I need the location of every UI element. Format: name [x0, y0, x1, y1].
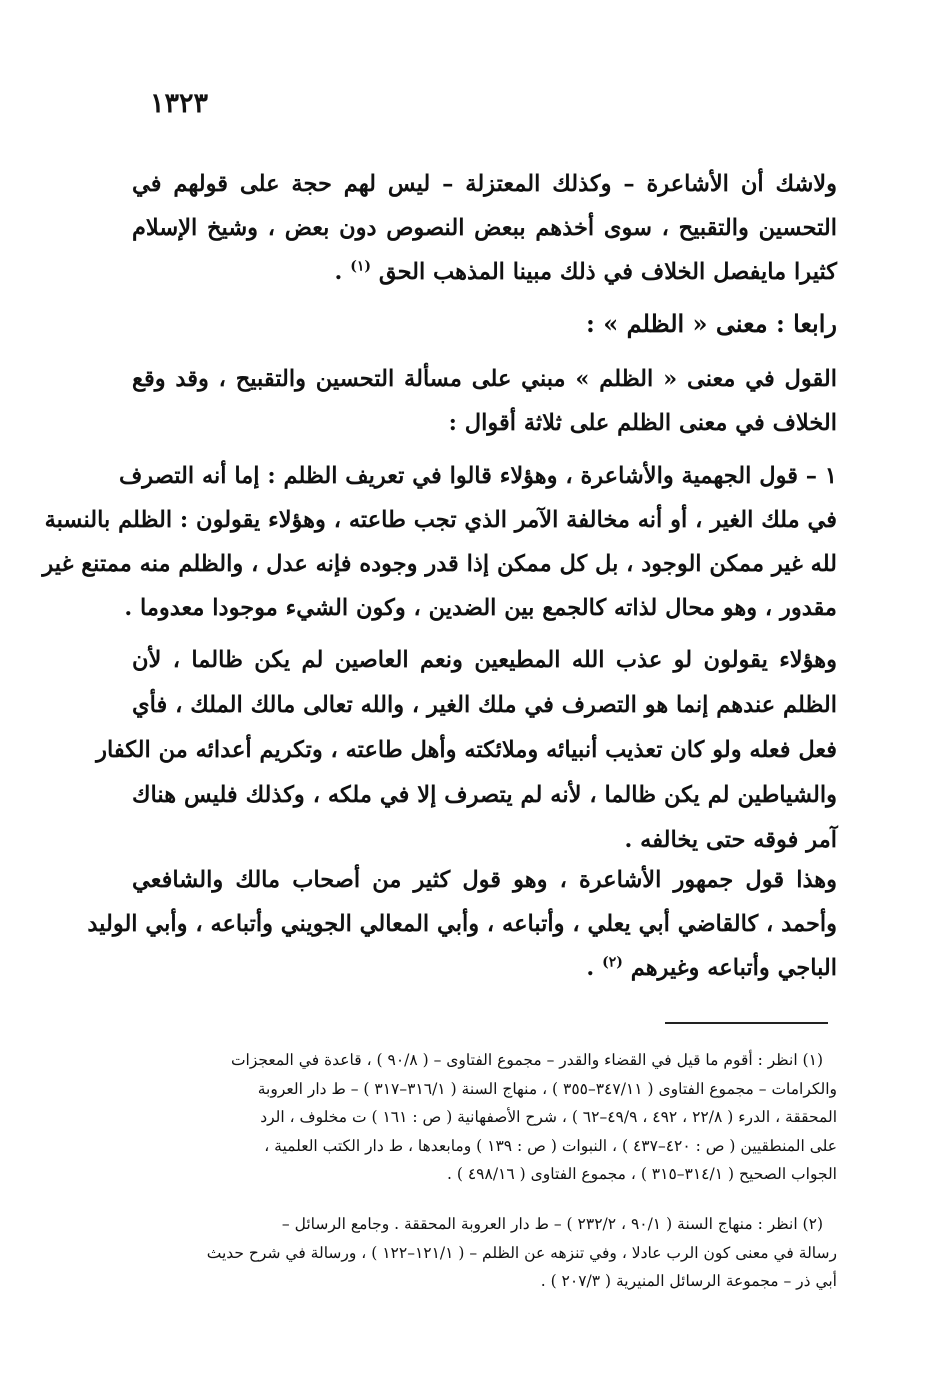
paragraph-3 [42, 454, 837, 630]
footnote-reference[interactable]: (٢) [602, 954, 623, 971]
paragraph-end-mark: . [586, 955, 603, 981]
paragraph-line-last [132, 946, 837, 990]
footnote-line: (١) انظر : أقوم ما قيل في القضاء والقدر – مجموع الفتاوى – ( ٩٠/٨ ) ، قاعدة في المعجزات [230, 1051, 823, 1069]
paragraph-line: آمر فوقه حتى يخالفه . [624, 827, 837, 853]
footnote-line: المحققة ، الدرء ( ٢٢/٨ ، ٤٩٢ ، ٤٩/٩–٦٢ ) ، شرح الأصفهانية ( ص : ١٦١ ) ت مخلوف ، الرد [260, 1108, 837, 1126]
paragraph-line: القول في معنى « الظلم » مبني على مسألة التحسين والتقبيح ، وقد وقع [132, 366, 837, 392]
footnote-2 [132, 1210, 837, 1296]
footnote-line: والكرامات – مجموع الفتاوى ( ٣٤٧/١١–٣٥٥ ) ، منهاج السنة ( ٣١٦/١–٣١٧ ) – ط دار العروبة [257, 1079, 837, 1098]
paragraph-line: التحسين والتقبيح ، سوى أخذهم ببعض النصوص دون بعض ، وشيخ الإسلام [132, 215, 837, 241]
footnote-line: على المنطقيين ( ص : ٤٢٠–٤٣٧ ) ، النبوات ( ص : ١٣٩ ) ومابعدها ، ط دار الكتب العلمية ، [264, 1136, 837, 1155]
section-heading [132, 302, 837, 346]
paragraph-line: وهذا قول جمهور الأشاعرة ، وهو قول كثير من أصحاب مالك والشافعي [132, 867, 837, 893]
paragraph-1 [132, 162, 837, 294]
paragraph-4 [96, 638, 837, 863]
paragraph-line: الباجي وأتباعه وغيرهم [630, 955, 837, 981]
heading-text: رابعا : معنى « الظلم » : [586, 309, 837, 338]
paragraph-end-mark: . [334, 259, 351, 285]
footnote-line: الجواب الصحيح ( ٣١٤/١–٣١٥ ) ، مجموع الفتاوى ( ٤٩٨/١٦ ) . [447, 1165, 837, 1183]
paragraph-2 [132, 357, 837, 445]
paragraph-line: الخلاف في معنى الظلم على ثلاثة أقوال : [448, 410, 837, 436]
paragraph-line: وأحمد ، كالقاضي أبي يعلي ، وأتباعه ، وأبي المعالي الجويني وأتباعه ، وأبي الوليد [87, 911, 837, 937]
paragraph-line: فعل فعله ولو كان تعذيب أنبيائه وملائكته وأهل طاعته ، وتكريم أعدائه من الكفار [96, 737, 837, 763]
paragraph-line: كثيرا مايفصل الخلاف في ذلك مبينا المذهب الحق [378, 259, 837, 285]
footnote-reference[interactable]: (١) [350, 258, 371, 275]
page-number: ١٣٢٣ [150, 88, 209, 119]
paragraph-line: ١ – قول الجهمية والأشاعرة ، وهؤلاء قالوا في تعريف الظلم : إما أنه التصرف [118, 463, 837, 489]
footnote-1 [132, 1046, 837, 1189]
paragraph-line: الظلم عندهم إنما هو التصرف في ملك الغير ، والله تعالى مالك الملك ، فأي [132, 692, 837, 718]
paragraph-5 [87, 858, 837, 990]
paragraph-line: في ملك الغير ، أو أنه مخالفة الآمر الذي تجب طاعته ، وهؤلاء يقولون : الظلم بالنسبة [44, 507, 837, 533]
paragraph-line-last [132, 250, 837, 294]
paragraph-line: والشياطين لم يكن ظالما ، لأنه لم يتصرف إلا في ملكه ، وكذلك فليس هناك [132, 782, 837, 808]
footnote-separator [665, 1022, 828, 1024]
footnote-line: (٢) انظر : منهاج السنة ( ٩٠/١ ، ٢٣٢/٢ ) – ط دار العروبة المحققة . وجامع الرسائل – [281, 1215, 823, 1233]
footnote-line: رسالة في معنى كون الرب عادلا ، وفي تنزهه عن الظلم – ( ١٢١/١–١٢٢ ) ، ورسالة في شرح حديث [206, 1243, 837, 1262]
footnote-line: أبي ذر – مجموعة الرسائل المنيرية ( ٢٠٧/٣ ) . [540, 1272, 837, 1290]
paragraph-line: وهؤلاء يقولون لو عذب الله المطيعين ونعم العاصين لم يكن ظالما ، لأن [132, 647, 837, 673]
paragraph-line: لله غير ممكن الوجود ، بل كل ممكن إذا قدر وجوده فإنه عدل ، والظلم منه ممتنع غير [42, 551, 837, 577]
paragraph-line: مقدور ، وهو محال لذاته كالجمع بين الضدين ، وكون الشيء موجودا معدوما . [124, 595, 837, 621]
paragraph-line: ولاشك أن الأشاعرة – وكذلك المعتزلة – ليس لهم حجة على قولهم في [132, 171, 837, 197]
